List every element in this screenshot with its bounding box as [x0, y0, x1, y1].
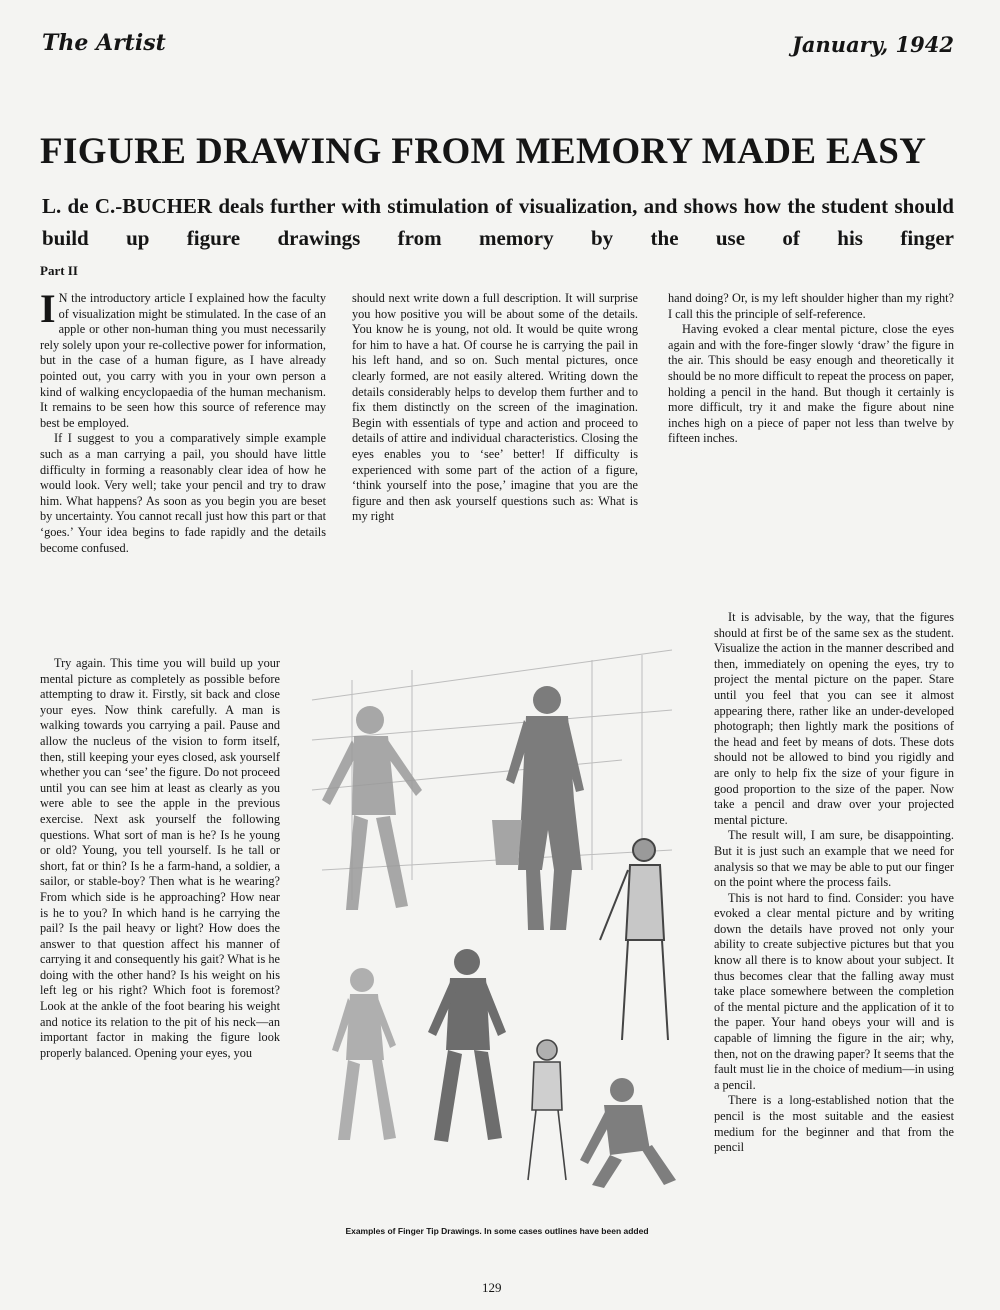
magazine-name: The Artist	[42, 30, 166, 56]
figure-lower-left	[332, 968, 396, 1140]
col3-paragraph-4: The result will, I am sure, be disappointing. But it is just such an example that we need for analysis so that we may be able to put our finger on the point where the process fails.	[714, 828, 954, 890]
col3-paragraph-3: It is advisable, by the way, that the figures should at first be of the same sex as the student. Visualize the action in the manner described and then, immediately on opening the eyes, try to project the mental picture on the paper. Stare until you feel that you can see it almost appearing there, rather like an under-developed photograph; then lightly mark the positions of the head and feet by means of dots. These dots should not be allowed to bind you rigidly and are only to help fix the size of your figure in good proportion to the size of the paper. Now take a pencil and draw over your projected mental picture.	[714, 610, 954, 827]
col3-paragraph-6: There is a long-established notion that the pencil is the most suitable and the easiest medium for the beginner and that from the pencil	[714, 1093, 954, 1155]
col1-paragraph-2: If I suggest to you a comparatively simple example such as a man carrying a pail, you should have little difficulty in forming a reasonably clear idea of how he would look. Very well; take your pencil and try to draw him. What happens? As soon as you begin you are beset by uncertainty. You cannot recall just how this part or that ‘goes.’ Your idea begins to fade rapidly and the details become confused.	[40, 431, 326, 555]
page-number: 129	[482, 1280, 502, 1295]
column-3-bottom	[714, 610, 954, 1255]
col3-paragraph-5: This is not hard to find. Consider: you have evoked a clear mental picture and by writing down the details have proved not only your ability to create subjective pictures but that you know all there is to know about your subject. It thus becomes clear that the falling away must take place somewhere between the completion of the mental picture and the application of it to the paper. Your hand obeys your will and is capable of limning the figure in the air; why, then, not on the drawing paper? It seems that the fault must lie in the choice of medium—in using a pencil.	[714, 890, 954, 1092]
col3-paragraph-2: Having evoked a clear mental picture, close the eyes again and with the fore-finger slowly ‘draw’ the figure in the air. This should be easy enough and theoretically it should be no more difficult to repeat the process on paper, holding a pencil in the hand. But though it certainly is more difficult, try it and make the figure about nine inches high on a piece of paper not less than twelve by fifteen inches.	[668, 322, 954, 446]
article-title: FIGURE DRAWING FROM MEMORY MADE EASY	[40, 131, 927, 172]
column-2	[352, 291, 638, 611]
figure-man-in-suit	[600, 839, 668, 1040]
figure-crouching	[580, 1078, 676, 1188]
issue-date: January, 1942	[791, 32, 954, 57]
part-label: Part II	[40, 263, 78, 278]
article-subtitle: L. de C.-BUCHER deals further with stimulation of visualization, and shows how the student should build up figure drawings from memory by the use of his finger	[42, 194, 954, 250]
col1-paragraph-3: Try again. This time you will build up your mental picture as completely as possible before attempting to draw it. Firstly, sit back and close your eyes. Now think carefully. A man is walking towards you carrying a pail. Pause and allow the nucleus of the vision to form itself, then, still keeping your eyes closed, ask yourself whether you can ‘see’ the figure. Do not proceed until you can see him at least as clearly as you were able to see the apple in the previous exercise. Next ask yourself the following questions. What sort of man is he? Is he young or old? Young, you tell yourself. Is he tall or short, fat or thin? Is he a farm-hand, a soldier, a sailor, or stable-boy? Then what is he wearing? From which side is he approaching? How near is he to you? In which hand is he carrying the pail? Is the pail heavy or light? How does the answer to that question affect his manner of carrying it and consequently his gait? What is he doing with the other hand? Is his weight on his left leg or his right? Which foot is foremost? Look at the ankle of the foot bearing his weight and notice its relation to the pit of his neck—an important factor in making the figure look properly balanced. Opening your eyes, you	[40, 656, 280, 1060]
figure-walking-blurred	[322, 706, 422, 910]
figure-small-standing	[528, 1040, 566, 1180]
figure-muscular-walker	[428, 949, 506, 1142]
col2-paragraph-1: should next write down a full description. It will surprise you how positive you will be about some of the details. You know he is young, not old. It would be quite wrong for him to have a hat. Of course he is carrying the pail in his left hand, and so on. Such mental pictures, once clearly formed, are not easily altered. Writing down the details considerably helps to develop them further and to fix them distinctly on the screen of the imagination. Begin with essentials of type and action and proceed to details of attire and individual characteristics. Closing the eyes enables you to ‘see’ better! If difficulty is experienced with some part of the action of a figure, ‘think yourself into the pose,’ imagine that you are the figure and then ask yourself questions such as: What is my right	[352, 291, 638, 524]
column-3-top	[668, 291, 954, 609]
figure-man-with-pail	[492, 686, 584, 930]
column-1-bottom	[40, 656, 280, 1246]
column-1-top	[40, 291, 326, 651]
illustration-caption: Examples of Finger Tip Drawings. In some cases outlines have been added	[345, 1226, 649, 1236]
finger-tip-drawings-illustration	[292, 640, 702, 1220]
col3-paragraph-1: hand doing? Or, is my left shoulder higher than my right? I call this the principle of self-reference.	[668, 291, 954, 321]
col1-paragraph-1: I N the introductory article I explained how the faculty of visualization might be stimulated. In the case of an apple or other non-human thing you must necessarily rely solely upon your re-collective power for information, but in the case of a human figure, as I have already pointed out, you carry with you in your own person a kind of walking encyclopaedia of the human mechanism. It remains to be seen how this source of reference may best be employed.	[40, 291, 326, 430]
drop-cap: I	[40, 291, 56, 331]
